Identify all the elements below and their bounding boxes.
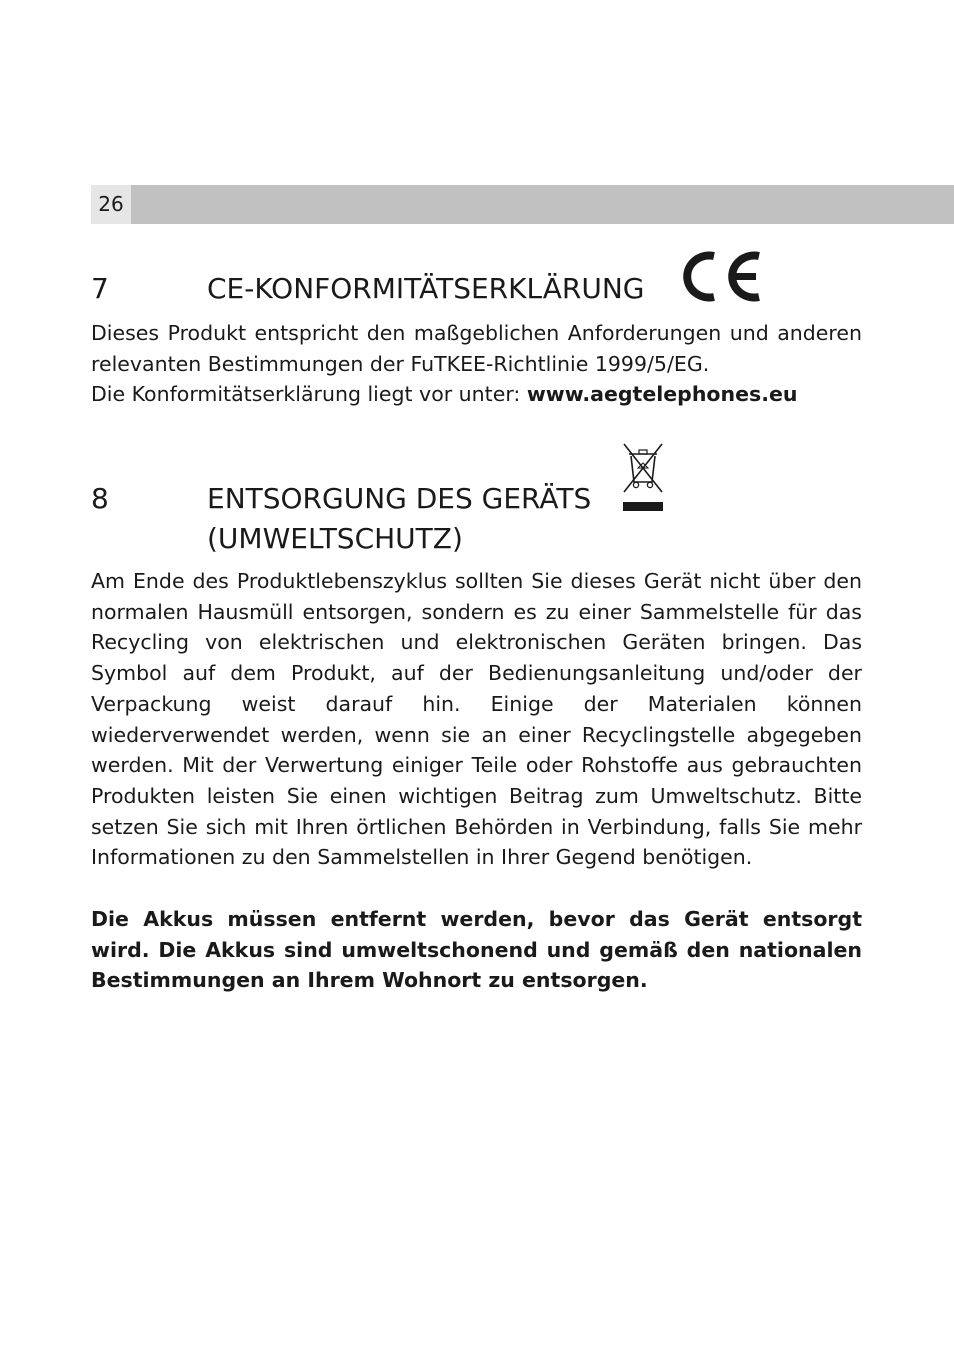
- crossed-out-wheelie-bin-icon: [620, 442, 666, 514]
- section-8-paragraph: Am Ende des Produktlebenszyklus sollten Sie dieses Gerät nicht über den normalen Hausmüll entsorgen, sondern es zu einer Sammelstelle für das Recycling von elektrischen und elektronischen Geräten bringen. Das Symbol auf dem Produkt, auf der Bedienungsanleitung und/oder der Verpackung weist darauf hin. Einige der Materialen können wiederverwendet werden, wenn sie an einer Recyclingstelle abgegeben werden. Mit der Verwertung einiger Teile oder Rohstoffe aus gebrauchten Produkten leisten Sie einen wichtigen Beitrag zum Umweltschutz. Bitte setzen Sie sich mit Ihren örtlichen Behörden in Verbindung, falls Sie mehr Informationen zu den Sammelstellen in Ihrer Gegend benötigen.: [91, 569, 862, 870]
- page-number: 26: [91, 185, 131, 224]
- section-7-title: CE-KONFORMITÄTSERKLÄRUNG: [207, 272, 645, 305]
- section-8-number: 8: [91, 482, 109, 515]
- declaration-url: www.aegtelephones.eu: [526, 382, 798, 406]
- page-header-bar: [91, 185, 954, 224]
- declaration-text: Die Konformitätserklärung liegt vor unter:: [91, 382, 527, 406]
- ce-mark-icon: [678, 249, 764, 304]
- section-8-title-line2: (UMWELTSCHUTZ): [207, 522, 463, 555]
- section-8-battery-notice: Die Akkus müssen entfernt werden, bevor das Gerät entsorgt wird. Die Akkus sind umweltschonend und gemäß den nationalen Bestimmungen an Ihrem Wohnort zu entsorgen.: [91, 907, 862, 993]
- section-7-paragraph: Dieses Produkt entspricht den maßgeblichen Anforderungen und anderen relevanten Bestimmungen der FuTKEE-Richtlinie 1999/5/EG.: [91, 321, 862, 376]
- section-7-declaration: [91, 379, 862, 410]
- section-7-number: 7: [91, 272, 109, 305]
- section-8-title-line1: ENTSORGUNG DES GERÄTS: [207, 482, 592, 515]
